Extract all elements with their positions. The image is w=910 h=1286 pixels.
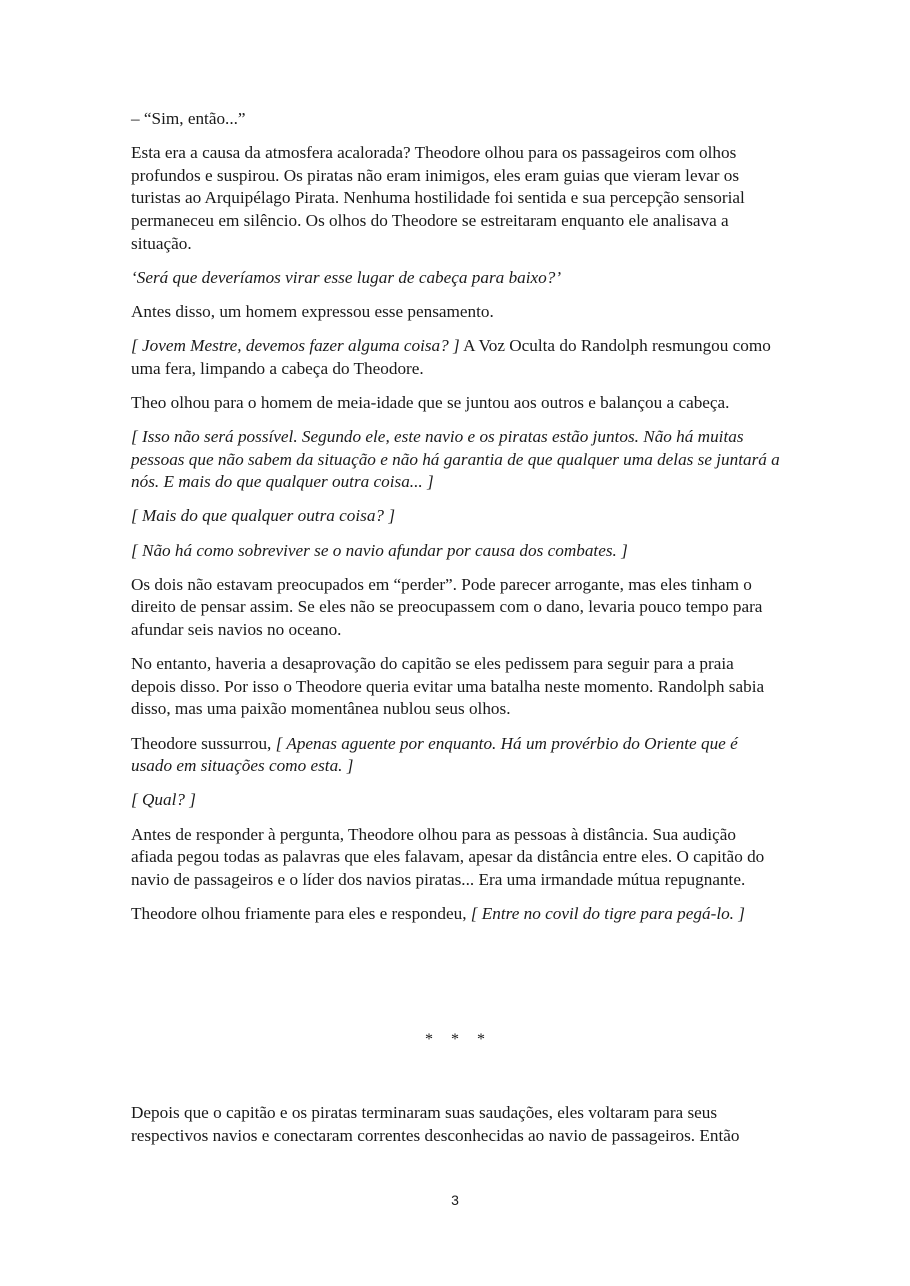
paragraph bbox=[131, 108, 781, 131]
italic-text: ‘Será que deveríamos virar esse lugar de cabeça para baixo?’ bbox=[131, 267, 562, 287]
text-run: – “Sim, então...” bbox=[131, 109, 246, 128]
text-run: Antes disso, um homem expressou esse pensamento. bbox=[131, 301, 494, 321]
italic-text: [ Jovem Mestre, devemos fazer alguma coisa? ] bbox=[131, 336, 460, 356]
paragraph bbox=[131, 733, 781, 778]
paragraph bbox=[131, 335, 781, 380]
italic-text: [ Qual? ] bbox=[131, 790, 196, 810]
body-text bbox=[131, 108, 781, 926]
text-run: No entanto, haveria a desaprovação do capitão se eles pedissem para seguir para a praia depois disso. Por isso o Theodore queria evitar uma batalha neste momento. Randolph sabia disso, mas uma paixão momentânea nublou seus olhos. bbox=[131, 654, 765, 719]
paragraph bbox=[131, 653, 781, 721]
paragraph bbox=[131, 789, 781, 812]
text-run: Antes de responder à pergunta, Theodore olhou para as pessoas à distância. Sua audição afiada pegou todas as palavras que eles falavam, apesar da distância entre eles. O capitão do navio de passageiros e o líder dos navios piratas... Era uma irmandade mútua repugnante. bbox=[131, 824, 765, 889]
paragraph bbox=[131, 903, 781, 926]
paragraph bbox=[131, 574, 781, 642]
italic-text: [ Não há como sobreviver se o navio afundar por causa dos combates. ] bbox=[131, 540, 628, 560]
text-run: Os dois não estavam preocupados em “perder”. Pode parecer arrogante, mas eles tinham o direito de pensar assim. Se eles não se preocupassem com o dano, levaria pouco tempo para afundar seis navios no oceano. bbox=[131, 574, 763, 640]
paragraph bbox=[131, 824, 781, 892]
paragraph bbox=[131, 142, 781, 255]
italic-text: [ Isso não será possível. Segundo ele, este navio e os piratas estão juntos. Não há muitas pessoas que não sabem da situação e não há garantia de que qualquer uma delas se juntará a nós. E mais do que qualquer outra coisa... ] bbox=[131, 427, 780, 492]
text-run: Theodore sussurrou, bbox=[131, 733, 276, 753]
text-run: Theodore olhou friamente para eles e respondeu, bbox=[131, 903, 471, 923]
paragraph bbox=[131, 505, 781, 528]
paragraph bbox=[131, 426, 781, 494]
paragraph bbox=[131, 301, 781, 324]
paragraph bbox=[131, 540, 781, 563]
scene-separator: * * * bbox=[425, 1031, 485, 1048]
paragraph bbox=[131, 267, 781, 290]
text-run: Esta era a causa da atmosfera acalorada? Theodore olhou para os passageiros com olhos profundos e suspirou. Os piratas não eram inimigos, eles eram guias que vieram levar os turistas ao Arquipélago Pirata. Nenhuma hostilidade foi sentida e sua percepção sensorial permaneceu em silêncio. Os olhos do Theodore se estreitaram enquanto ele analisava a situação. bbox=[131, 143, 745, 253]
text-run: A Voz Oculta do Randolph resmungou como uma fera, limpando a cabeça do Theodore. bbox=[131, 336, 771, 378]
page-number: 3 bbox=[451, 1192, 459, 1208]
text-run: Theo olhou para o homem de meia-idade que se juntou aos outros e balançou a cabeça. bbox=[131, 392, 730, 412]
italic-text: [ Mais do que qualquer outra coisa? ] bbox=[131, 506, 396, 526]
closing-paragraph: Depois que o capitão e os piratas terminaram suas saudações, eles voltaram para seus respectivos navios e conectaram correntes desconhecidas ao navio de passageiros. Então bbox=[131, 1103, 740, 1145]
italic-text: [ Apenas aguente por enquanto. Há um provérbio do Oriente que é usado em situações como esta. ] bbox=[131, 733, 738, 776]
italic-text: [ Entre no covil do tigre para pegá-lo. ] bbox=[470, 903, 745, 923]
paragraph bbox=[131, 392, 781, 415]
